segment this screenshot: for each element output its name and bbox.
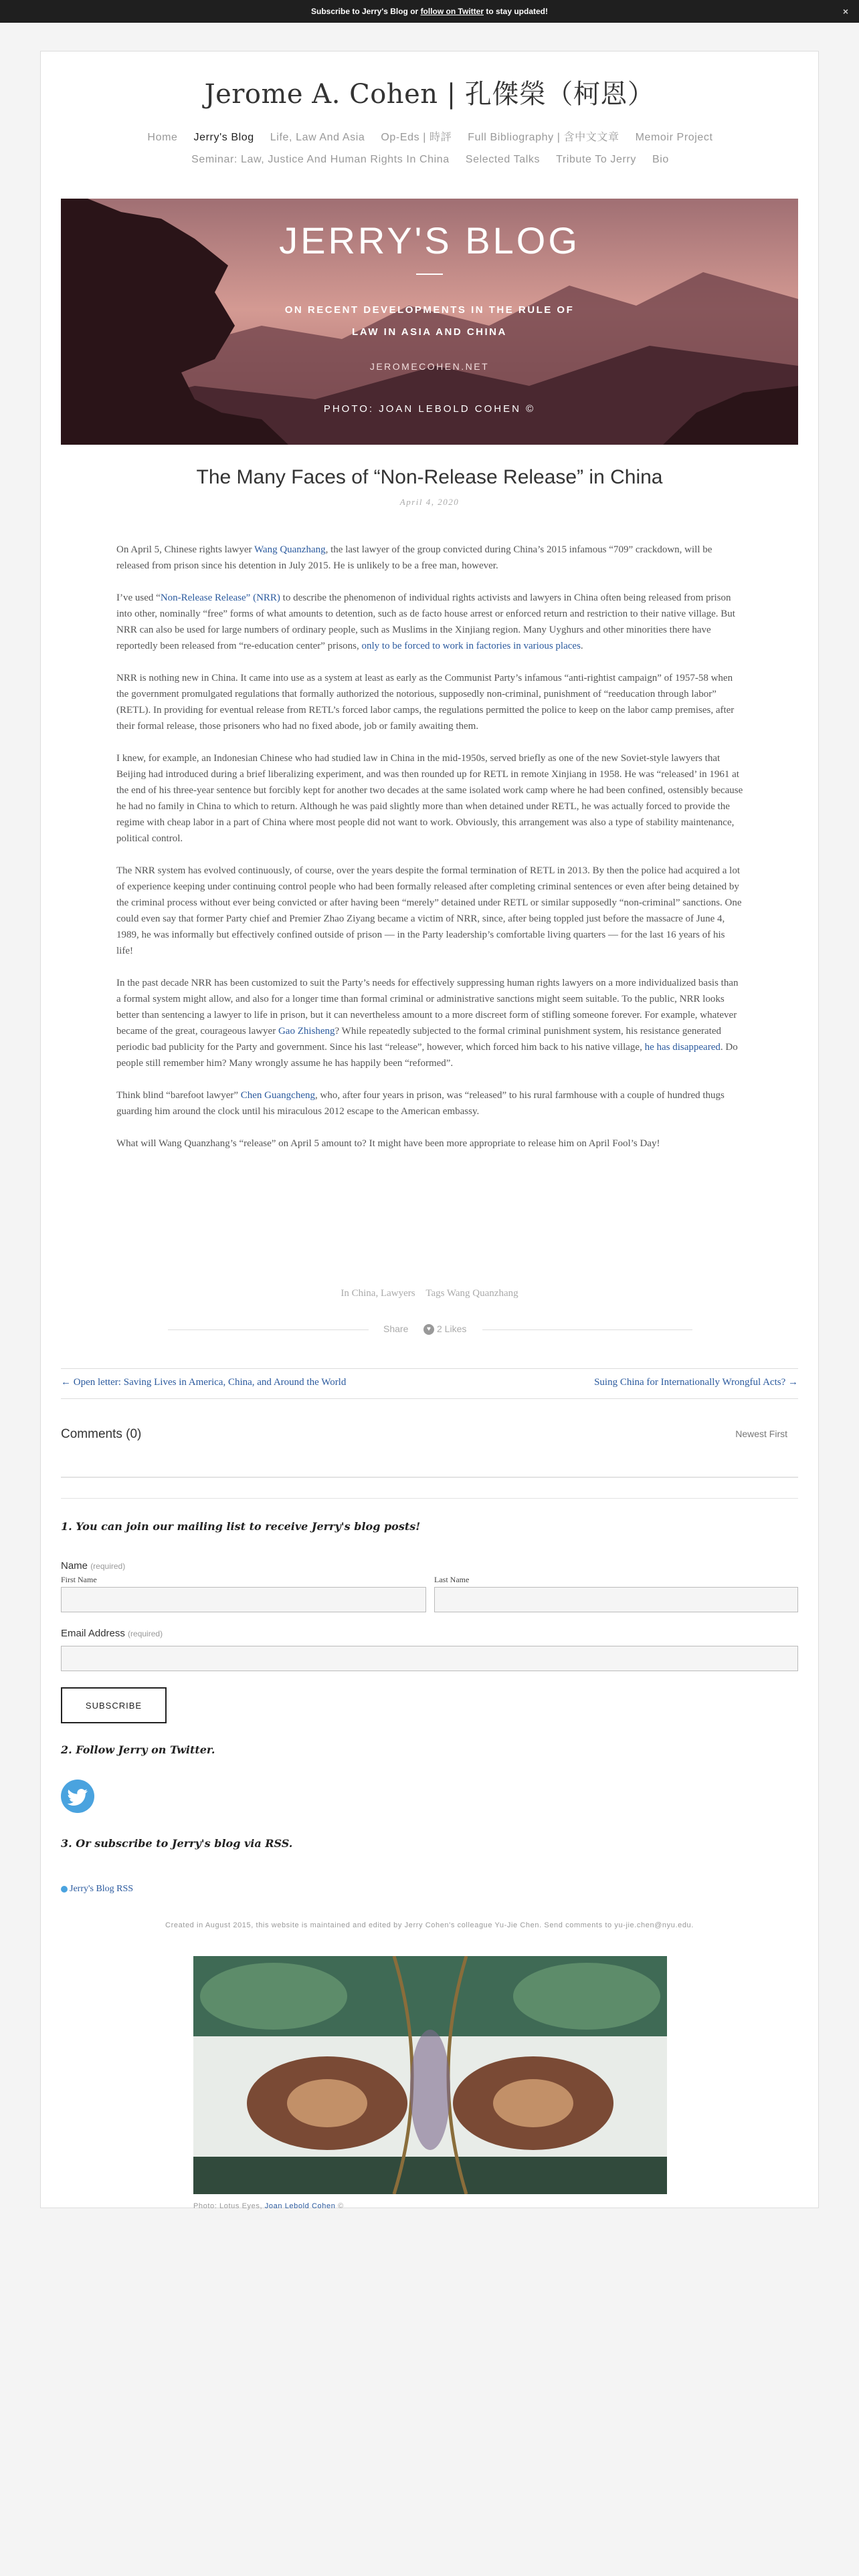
email-label-text: Email Address bbox=[61, 1628, 125, 1639]
paragraph-5: The NRR system has evolved continuously, of course, over the years despite the formal termination of RETL in 2013. By then the police had acquired a lot of experience keeping under continuing control people who had been formally released after completing criminal sentences or even after being detained by the criminal process without ever being convicted or after having been “merely” detained under RETL or similar supposedly “non-criminal” sanctions. One could even say that former Party chief and Premier Zhao Ziyang became a victim of NRR, since, after being toppled just before the massacre of June 4, 1989, he was informally but effectively confined outside of prison — in the Party leadership’s comfortable living quarters — for the last 16 years of his life! bbox=[116, 865, 742, 956]
banner-title: JERRY'S BLOG bbox=[279, 219, 580, 261]
comments-sort[interactable]: Newest First bbox=[735, 1428, 787, 1439]
close-icon[interactable]: × bbox=[842, 6, 848, 17]
post-categories[interactable]: In China, Lawyers bbox=[341, 1288, 415, 1299]
chen-guangcheng-link[interactable]: Chen Guangcheng bbox=[240, 1090, 315, 1101]
text: , who, after four years in prison, was “released” to his rural farmhouse with a couple of hundred thugs guarding him around the clock until his miraculous 2012 escape to the American embassy. bbox=[116, 1090, 725, 1117]
post-date[interactable]: April 4, 2020 bbox=[399, 497, 460, 507]
caption-text: Photo: Lotus Eyes, bbox=[193, 2202, 265, 2210]
nav-item-life-law-asia[interactable]: Life, Law And Asia bbox=[270, 132, 365, 143]
post-title: The Many Faces of “Non-Release Release” in China bbox=[196, 466, 663, 488]
lotus-eyes-image bbox=[193, 1956, 667, 2194]
text: . bbox=[580, 641, 583, 651]
blog-banner bbox=[61, 199, 798, 445]
nrr-link[interactable]: Non-Release Release” (NRR) bbox=[160, 593, 280, 603]
previous-post-link[interactable]: ← Open letter: Saving Lives in America, China, and Around the World bbox=[61, 1377, 347, 1388]
article-body bbox=[116, 542, 744, 1168]
paragraph-6 bbox=[116, 975, 744, 1071]
banner-site: JEROMECOHEN.NET bbox=[369, 361, 490, 372]
like-button[interactable] bbox=[423, 1323, 466, 1335]
nav-item-blog[interactable]: Jerry's Blog bbox=[193, 132, 254, 143]
subscribe-button[interactable]: SUBSCRIBE bbox=[61, 1687, 167, 1723]
share-bar bbox=[168, 1322, 692, 1337]
text: Think blind “barefoot lawyer” bbox=[116, 1090, 241, 1101]
heart-icon: ♥ bbox=[423, 1324, 434, 1335]
first-name-label: First Name bbox=[61, 1575, 97, 1584]
main-nav bbox=[81, 126, 779, 171]
twitter-heading: 2. Follow Jerry on Twitter. bbox=[61, 1743, 215, 1756]
post-meta bbox=[41, 1288, 818, 1299]
banner-subtitle bbox=[61, 299, 798, 343]
paragraph-3: NRR is nothing new in China. It came into use as a system at least as early as the Communist Party’s infamous “anti-rightist campaign” of 1957-58 when the government promulgated regulations that formally authorized the notorious, supposedly non-criminal, punishment of “reeducation through labor” (RETL). In providing for eventual release from RETL’s forced labor camps, the regulations permitted the police to keep on the labor camp premises, after their formal release, those prisoners who had no fixed abode, job or family awaiting them. bbox=[116, 673, 735, 732]
text: In the past decade NRR has been customized to suit the Party’s needs for effectively suppressing human rights lawyers on a more individualized basis than a formal system might allow, and also for a longer time than formal criminal or administrative sanctions might seem suitable. To the public, NRR looks better than sentencing a lawyer to life in prison, but it can nevertheless amount to a more discreet form of stifling someone forever. For example, whatever became of the great, courageous lawyer bbox=[116, 978, 739, 1037]
text: . Do people still remember him? Many wrongly assume he has happily been “reformed”. bbox=[116, 1042, 738, 1069]
follow-twitter-link[interactable]: follow on Twitter bbox=[420, 7, 484, 16]
caption-link[interactable]: Joan Lebold Cohen bbox=[264, 2202, 336, 2210]
name-label bbox=[61, 1560, 125, 1572]
page-frame bbox=[40, 51, 819, 2208]
next-post-link[interactable]: Suing China for Internationally Wrongful Acts? → bbox=[594, 1377, 798, 1388]
nav-item-bio[interactable]: Bio bbox=[652, 154, 669, 165]
comments-count: Comments (0) bbox=[61, 1427, 142, 1441]
wang-quanzhang-link[interactable]: Wang Quanzhang bbox=[254, 544, 326, 555]
divider bbox=[61, 1477, 798, 1478]
paragraph-2 bbox=[116, 590, 744, 654]
email-label bbox=[61, 1628, 163, 1639]
paragraph-1 bbox=[116, 542, 744, 574]
banner-subtitle-line2: LAW IN ASIA AND CHINA bbox=[352, 326, 507, 338]
required-marker: (required) bbox=[128, 1629, 163, 1638]
rss-link[interactable] bbox=[61, 1884, 133, 1895]
paragraph-8: What will Wang Quanzhang’s “release” on April 5 amount to? It might have been more appropriate to release him on April Fool’s Day! bbox=[116, 1138, 660, 1149]
banner-divider bbox=[416, 274, 443, 275]
nav-item-op-eds[interactable]: Op-Eds | 時評 bbox=[381, 132, 452, 143]
banner-photo-credit: PHOTO: JOAN LEBOLD COHEN © bbox=[323, 403, 536, 415]
text: I’ve used “ bbox=[116, 593, 161, 603]
paragraph-4: I knew, for example, an Indonesian Chinese who had studied law in China in the mid-1950s, served briefly as one of the new Soviet-style lawyers that Beijing had introduced during a brief liberalizing experiment, and was then rounded up for RETL in remote Xinjiang in 1958. He was “released’ in 1961 at the end of his three-year sentence but forcibly kept for another two decades at the same isolated work camp where he had been confined, ostensibly because he had no family in China to which to return. Although he was paid slightly more than when detained under RETL, he was actually forced to provide the regime with cheap labor in a part of China where most people did not want to work. Obviously, this arrangement was also a type of stability maintenance, political control. bbox=[116, 753, 743, 844]
comments-header bbox=[61, 1427, 798, 1442]
rss-heading: 3. Or subscribe to Jerry's blog via RSS. bbox=[61, 1837, 293, 1850]
rss-icon bbox=[61, 1886, 68, 1893]
site-title[interactable]: Jerome A. Cohen | 孔傑榮（柯恩） bbox=[204, 79, 655, 110]
post-pagination bbox=[61, 1368, 798, 1399]
text: ? While repeatedly subjected to the formal criminal punishment system, his resistance generated periodic bad publicity for the Party and government. Since his last “release”, however, which forced him back to his native village, bbox=[116, 1026, 721, 1053]
rss-link-text: Jerry's Blog RSS bbox=[70, 1884, 134, 1894]
nav-item-bibliography[interactable]: Full Bibliography | 含中文文章 bbox=[468, 132, 619, 143]
paragraph-7 bbox=[116, 1087, 744, 1119]
nav-item-home[interactable]: Home bbox=[147, 132, 178, 143]
last-name-field[interactable] bbox=[434, 1587, 798, 1612]
banner-subtitle-line1: ON RECENT DEVELOPMENTS IN THE RULE OF bbox=[284, 304, 575, 316]
nav-item-seminar[interactable]: Seminar: Law, Justice And Human Rights In China bbox=[191, 154, 450, 165]
topbar-text-after: to stay updated! bbox=[484, 7, 549, 16]
image-caption bbox=[193, 2202, 344, 2210]
text: On April 5, Chinese rights lawyer bbox=[116, 544, 254, 555]
last-name-label: Last Name bbox=[434, 1575, 470, 1584]
nav-item-memoir[interactable]: Memoir Project bbox=[635, 132, 713, 143]
forced-work-link[interactable]: only to be forced to work in factories in various places bbox=[361, 641, 581, 651]
divider bbox=[482, 1329, 692, 1330]
divider bbox=[61, 1498, 798, 1499]
disappeared-link[interactable]: he has disappeared bbox=[644, 1042, 721, 1053]
divider bbox=[168, 1329, 369, 1330]
required-marker: (required) bbox=[90, 1562, 126, 1571]
nav-item-talks[interactable]: Selected Talks bbox=[465, 154, 541, 165]
caption-suffix: © bbox=[335, 2202, 344, 2210]
first-name-field[interactable] bbox=[61, 1587, 426, 1612]
gao-zhisheng-link[interactable]: Gao Zhisheng bbox=[278, 1026, 335, 1037]
subscribe-topbar bbox=[0, 0, 859, 23]
likes-count: 2 Likes bbox=[437, 1323, 467, 1334]
post-tags[interactable]: Tags Wang Quanzhang bbox=[425, 1288, 518, 1299]
mailing-list-heading: 1. You can join our mailing list to receive Jerry's blog posts! bbox=[61, 1520, 421, 1533]
text: to describe the phenomenon of individual rights activists and lawyers in China often being released from prison into other, nominally “free” forms of what amounts to detention, such as de facto house arrest or enforced return and restriction to their native village. But NRR can also be used for large numbers of ordinary people, such as Muslims in the Xinjiang region. Many Uyghurs and other minorities there have reportedly been released from “re-education center” prisons, bbox=[116, 593, 735, 651]
name-label-text: Name bbox=[61, 1560, 88, 1572]
nav-item-tribute[interactable]: Tribute To Jerry bbox=[556, 154, 636, 165]
twitter-icon[interactable] bbox=[61, 1780, 94, 1813]
email-field[interactable] bbox=[61, 1646, 798, 1671]
topbar-text: Subscribe to Jerry's Blog or bbox=[310, 7, 421, 16]
text: , the last lawyer of the group convicted during China’s 2015 infamous “709” crackdown, will be released from prison since his detention in July 2015. He is unlikely to be a free man, however. bbox=[116, 544, 712, 571]
share-button[interactable]: Share bbox=[383, 1323, 409, 1334]
footer-note: Created in August 2015, this website is maintained and edited by Jerry Cohen's colleague Yu-Jie Chen. Send comments to yu-jie.chen@nyu.edu. bbox=[165, 1921, 694, 1929]
